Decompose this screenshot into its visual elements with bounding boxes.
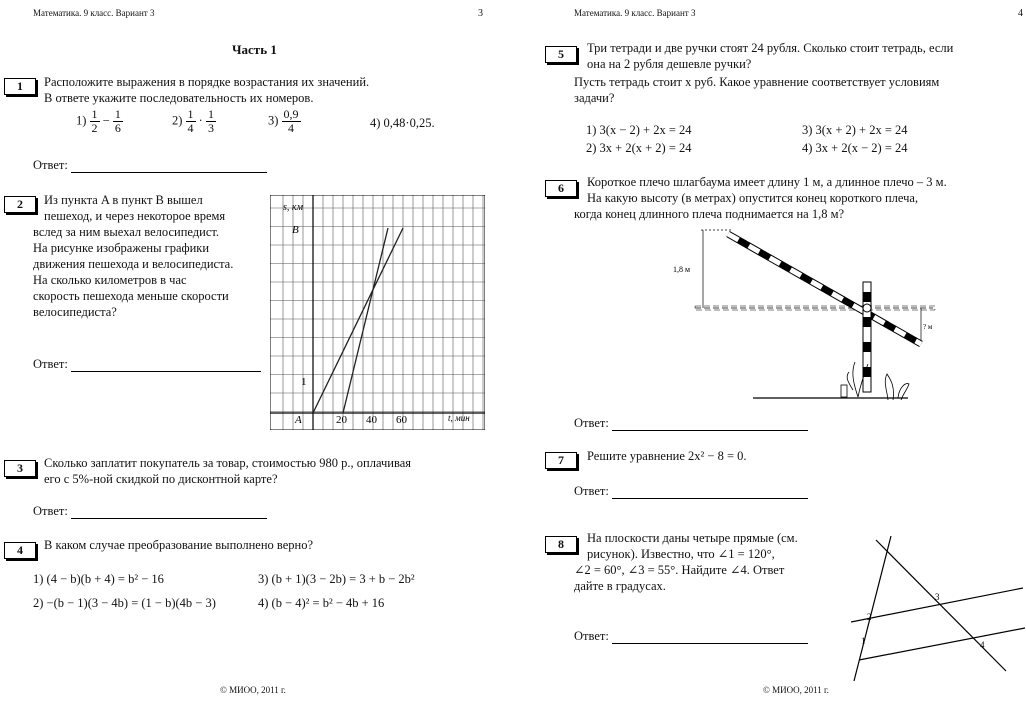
option-prefix: 3) <box>268 113 279 128</box>
denominator: 2 <box>91 121 98 135</box>
question-4-text: В каком случае преобразование выполнено верно? <box>44 538 314 552</box>
question-6-line: На какую высоту (в метрах) опустится конец короткого плеча, <box>587 191 919 205</box>
point-a-label: A <box>295 414 302 426</box>
question-number-7: 7 <box>545 452 577 469</box>
question-5-subtext <box>574 74 1026 106</box>
answer-field[interactable] <box>33 504 267 519</box>
question-1-line: В ответе укажите последовательность их номеров. <box>44 91 314 105</box>
numerator: 1 <box>114 107 121 121</box>
question-4-option-4: 4) (b − 4)² = b² − 4b + 16 <box>258 596 385 610</box>
y-tick-label: 1 <box>301 376 307 388</box>
question-4-option-1: 1) (4 − b)(b + 4) = b² − 16 <box>33 572 164 586</box>
fraction <box>282 108 301 135</box>
question-5-option-1: 1) 3(x − 2) + 2x = 24 <box>586 123 692 137</box>
answer-line[interactable] <box>71 160 267 173</box>
denominator: 6 <box>114 121 121 135</box>
fraction <box>206 108 216 135</box>
question-number-8: 8 <box>545 536 577 553</box>
answer-field[interactable] <box>574 629 808 644</box>
page-header: Математика. 9 класс. Вариант 3 <box>33 8 155 18</box>
question-number-4: 4 <box>4 542 36 559</box>
pedestrian-line <box>313 228 403 413</box>
question-5-line: задачи? <box>574 91 615 105</box>
short-arm-label: ? м <box>923 323 933 331</box>
page-number: 4 <box>1018 8 1023 19</box>
line-a <box>854 536 891 681</box>
cyclist-line <box>343 228 388 413</box>
question-8-subtext <box>574 546 837 562</box>
barrier-diagram <box>673 222 943 412</box>
option-prefix: 1) <box>76 113 87 128</box>
y-axis-label: s, км <box>283 202 303 213</box>
page-number: 3 <box>478 8 483 19</box>
question-2-line: На сколько километров в час <box>33 273 187 287</box>
answer-line[interactable] <box>612 418 808 431</box>
question-number-6: 6 <box>545 180 577 197</box>
right-page <box>513 0 1026 705</box>
answer-line[interactable] <box>71 506 267 519</box>
denominator: 3 <box>207 121 214 135</box>
question-5-option-2: 2) 3x + 2(x + 2) = 24 <box>586 141 692 155</box>
question-6-subtext-2: когда конец длинного плеча поднимается на 1,8 м? <box>574 207 845 221</box>
question-7-text: Решите уравнение 2x² − 8 = 0. <box>587 449 747 463</box>
part-title: Часть 1 <box>232 42 277 57</box>
angle-label-1: 1 <box>861 636 866 646</box>
fraction <box>186 108 196 135</box>
question-number-1: 1 <box>4 78 36 95</box>
motion-graph <box>270 195 485 430</box>
denominator: 4 <box>288 121 295 135</box>
question-1-option-2 <box>172 108 216 135</box>
answer-label: Ответ: <box>33 357 68 371</box>
question-number-3: 3 <box>4 460 36 477</box>
question-5-option-3: 3) 3(x + 2) + 2x = 24 <box>802 123 908 137</box>
x-tick-label: 20 <box>336 414 347 426</box>
line-b <box>876 540 1006 671</box>
answer-field[interactable] <box>33 158 267 173</box>
question-1-line: Расположите выражения в порядке возрастания их значений. <box>44 75 370 89</box>
question-5-line: она на 2 рубля дешевле ручки? <box>587 57 752 71</box>
answer-label: Ответ: <box>574 629 609 643</box>
answer-line[interactable] <box>612 631 808 644</box>
numerator: 1 <box>187 107 194 121</box>
operator: − <box>102 113 110 128</box>
angle-label-4: 4 <box>980 640 985 650</box>
answer-field[interactable] <box>33 357 261 372</box>
angle-label-2: 2 <box>867 612 872 622</box>
x-tick-label: 60 <box>396 414 407 426</box>
question-3-text <box>44 455 494 487</box>
question-1-option-4: 4) 0,48·0,25. <box>370 116 435 130</box>
answer-label: Ответ: <box>574 416 609 430</box>
question-5-text <box>587 40 1026 72</box>
question-2-line: пешеход, и через некоторое время <box>44 209 226 223</box>
point-b-label: B <box>292 224 299 236</box>
page-footer: © МИОО, 2011 г. <box>763 685 829 695</box>
question-1-option-3 <box>268 108 301 135</box>
question-5-line: Пусть тетрадь стоит x руб. Какое уравнение соответствует условиям <box>574 75 940 89</box>
question-1-text <box>44 74 464 106</box>
bush-icon <box>885 374 909 400</box>
question-6-text: Короткое плечо шлагбаума имеет длину 1 м, а длинное плечо – 3 м. <box>587 175 947 189</box>
question-2-line: вслед за ним выехал велосипедист. <box>33 225 220 239</box>
numerator: 1 <box>207 107 214 121</box>
operator: · <box>198 113 203 128</box>
long-arm-label: 1,8 м <box>673 265 691 274</box>
answer-label: Ответ: <box>33 504 68 518</box>
question-8-subtext-2 <box>574 562 837 594</box>
angle-label-3: 3 <box>935 592 940 602</box>
answer-line[interactable] <box>71 359 261 372</box>
answer-field[interactable] <box>574 484 808 499</box>
question-2-line: скорость пешехода меньше скорости <box>33 289 229 303</box>
answer-label: Ответ: <box>33 158 68 172</box>
denominator: 4 <box>187 121 194 135</box>
answer-line[interactable] <box>612 486 808 499</box>
x-tick-label: 40 <box>366 414 377 426</box>
question-number-5: 5 <box>545 46 577 63</box>
question-8-line: ∠2 = 60°, ∠3 = 55°. Найдите ∠4. Ответ <box>574 563 785 577</box>
question-8-line: рисунок). Известно, что ∠1 = 120°, <box>587 547 775 561</box>
answer-field[interactable] <box>574 416 808 431</box>
question-2-line: Из пункта A в пункт B вышел <box>44 193 203 207</box>
question-6-subtext <box>574 190 1026 206</box>
question-3-line: Сколько заплатит покупатель за товар, стоимостью 980 р., оплачивая <box>44 456 412 470</box>
answer-label: Ответ: <box>574 484 609 498</box>
question-8-text: На плоскости даны четыре прямые (см. <box>587 531 798 545</box>
question-4-option-2: 2) −(b − 1)(3 − 4b) = (1 − b)(4b − 3) <box>33 596 216 610</box>
question-5-option-4: 4) 3x + 2(x − 2) = 24 <box>802 141 908 155</box>
question-8-line: дайте в градусах. <box>574 579 666 593</box>
page-footer: © МИОО, 2011 г. <box>220 685 286 695</box>
pivot <box>863 304 871 312</box>
fraction <box>90 108 100 135</box>
question-2-text <box>33 192 269 208</box>
numerator: 1 <box>91 107 98 121</box>
question-number-2: 2 <box>4 196 36 213</box>
question-2-line: велосипедиста? <box>33 305 117 319</box>
x-axis-label: t, мин <box>448 413 470 423</box>
question-5-line: Три тетради и две ручки стоят 24 рубля. Сколько стоит тетрадь, если <box>587 41 954 55</box>
question-3-line: его с 5%-ной скидкой по дисконтной карте? <box>44 472 278 486</box>
numerator: 0,9 <box>283 107 299 121</box>
question-2-text-body <box>33 208 269 320</box>
question-2-line: движения пешехода и велосипедиста. <box>33 257 234 271</box>
question-4-option-3: 3) (b + 1)(3 − 2b) = 3 + b − 2b² <box>258 572 415 586</box>
four-lines-diagram <box>851 536 1026 686</box>
page-header: Математика. 9 класс. Вариант 3 <box>574 8 696 18</box>
line-d <box>859 628 1025 660</box>
question-1-option-1 <box>76 108 123 135</box>
option-prefix: 2) <box>172 113 183 128</box>
fraction <box>113 108 123 135</box>
question-2-line: На рисунке изображены графики <box>33 241 210 255</box>
